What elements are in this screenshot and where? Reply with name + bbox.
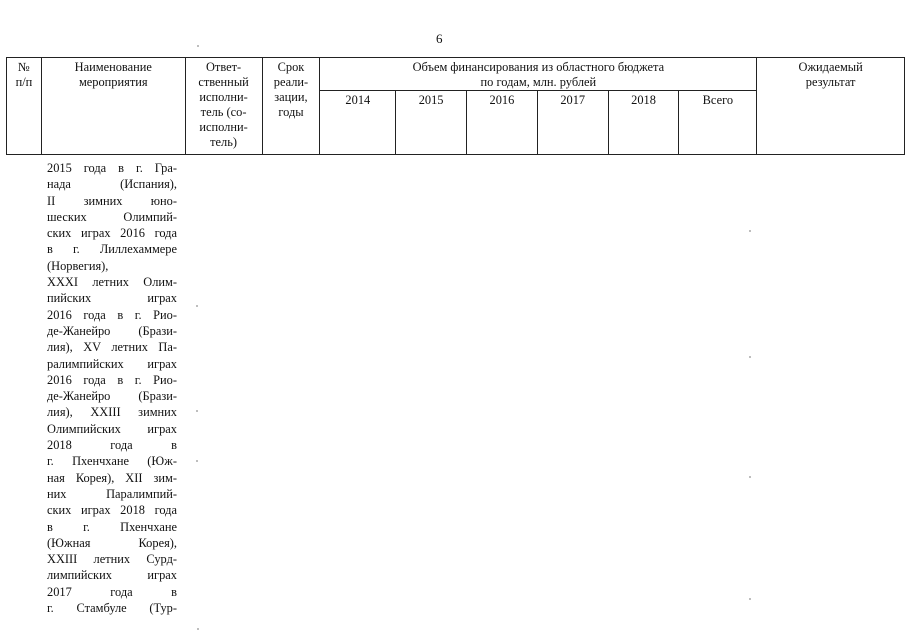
col-header-executor	[185, 58, 262, 155]
text-line: в г. Лиллехаммере	[47, 242, 177, 257]
text-line: в г. Пхенчхане	[47, 519, 177, 534]
text-line: нада (Испания),	[47, 177, 177, 192]
text-line: лимпийских играх	[47, 568, 177, 583]
event-description	[47, 160, 177, 616]
page-number: 6	[436, 31, 443, 46]
text-line: Олимпийских играх	[47, 421, 177, 436]
text-line: ная Корея), XII зим-	[47, 470, 177, 485]
text-line: ских играх 2018 года	[47, 503, 177, 518]
text-line: г. Стамбуле (Тур-	[47, 601, 177, 616]
col-header-name	[41, 58, 185, 155]
scan-speck	[197, 45, 199, 47]
col-header-result	[757, 58, 905, 155]
scan-speck	[196, 410, 198, 412]
col-header-total: Всего	[679, 91, 757, 155]
col-header-num-text: № п/п	[15, 60, 33, 89]
col-header-financing-text: Объем финансирования из областного бюджета по годам, млн. рублей	[412, 60, 665, 89]
scan-speck	[749, 356, 751, 358]
text-line: лия), XXIII зимних	[47, 405, 177, 420]
col-header-year-2014: 2014	[320, 91, 396, 155]
col-header-term-text: Срок реали- зации, годы	[273, 60, 309, 119]
text-line: 2016 года в г. Рио-	[47, 372, 177, 387]
text-line: ралимпийских играх	[47, 356, 177, 371]
text-line: де-Жанейро (Брази-	[47, 389, 177, 404]
col-header-year-2017: 2017	[537, 91, 608, 155]
text-line: г. Пхенчхане (Юж-	[47, 454, 177, 469]
col-header-name-text: Наименование мероприятия	[74, 60, 152, 89]
col-header-year-2018: 2018	[608, 91, 679, 155]
scan-speck	[197, 628, 199, 630]
text-line: 2015 года в г. Гра-	[47, 161, 177, 175]
col-header-num	[7, 58, 42, 155]
text-line: пийских играх	[47, 291, 177, 306]
text-line: них Паралимпий-	[47, 486, 177, 501]
text-line: (Южная Корея),	[47, 535, 177, 550]
scan-speck	[749, 230, 751, 232]
text-line: шеских Олимпий-	[47, 209, 177, 224]
scan-speck	[196, 305, 198, 307]
col-header-year-2015: 2015	[396, 91, 467, 155]
col-header-executor-text: Ответ- ственный исполни- тель (со- исполни- тель)	[198, 60, 249, 149]
text-line: (Норвегия),	[47, 258, 109, 273]
col-header-term	[262, 58, 320, 155]
scan-speck	[749, 598, 751, 600]
text-line: де-Жанейро (Брази-	[47, 323, 177, 338]
col-header-financing	[320, 58, 757, 91]
text-line: 2018 года в	[47, 438, 177, 453]
col-header-result-text: Ожидаемый результат	[798, 60, 863, 89]
text-line: XXXI летних Олим-	[47, 275, 177, 290]
text-line: 2017 года в	[47, 584, 177, 599]
header-table	[6, 57, 905, 155]
text-line: XXIII летних Сурд-	[47, 552, 177, 567]
text-line: лия), XV летних Па-	[47, 340, 177, 355]
col-header-year-2016: 2016	[467, 91, 538, 155]
scan-speck	[749, 476, 751, 478]
text-line: ских играх 2016 года	[47, 226, 177, 241]
text-line: II зимних юно-	[47, 193, 177, 208]
text-line: 2016 года в г. Рио-	[47, 307, 177, 322]
scan-speck	[196, 460, 198, 462]
